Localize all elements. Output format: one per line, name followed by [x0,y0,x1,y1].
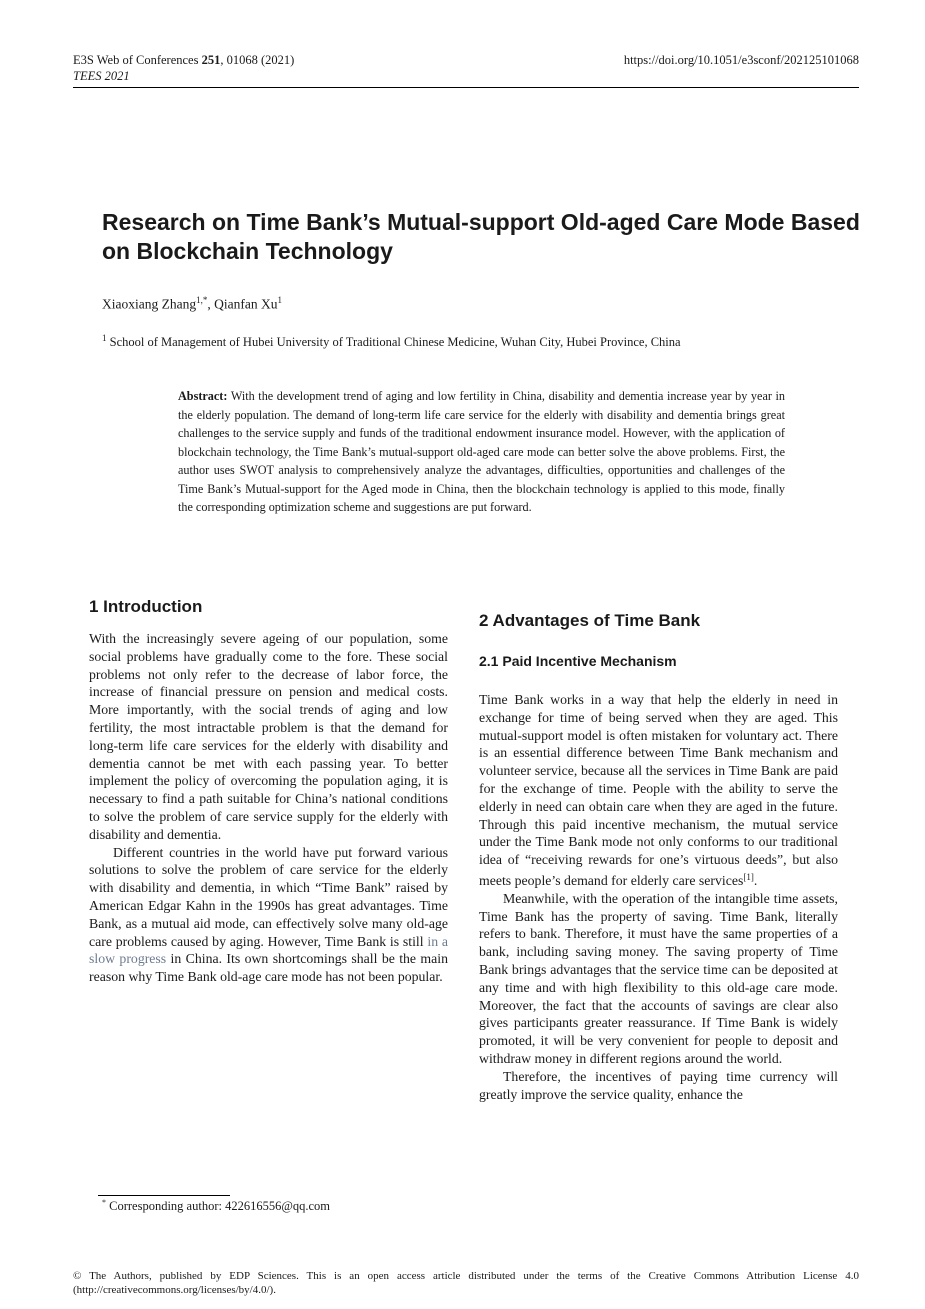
citation-ref-1[interactable]: [1] [743,871,754,882]
right-column [479,610,838,1103]
subsection-heading-paid-incentive: 2.1 Paid Incentive Mechanism [479,653,677,669]
journal-volume: 251 [201,53,221,67]
journal-name: E3S Web of Conferences [73,53,202,67]
inline-link-slow-progress[interactable]: in a slow progress [89,933,448,967]
running-header-left [73,52,294,84]
footnote-divider [98,1195,230,1196]
advantages-paragraph-2: Meanwhile, with the operation of the intangible time assets, Time Bank has the property of saving. Time Bank, literally refers to bank. Therefore, it must have the same properties of a bank, including saving money. The saving property of Time Bank brings advantages that the service time can be deposited at any time and with high flexibility to this old-age care mode. Moreover, the fact that the accounts of savings are clear also gives participants greater reassurance. If Time Bank is widely promoted, it will be very convenient for people to deposit and withdraw money in different regions around the world. [479,890,838,1066]
header-divider [73,87,859,88]
left-column [89,596,448,986]
intro-paragraph-1: With the increasingly severe ageing of our population, some social problems have gradually come to the fore. These social problems not only refer to the decrease of labor force, the increase of financial pressure on pension and medical costs. More importantly, with the social trends of aging and low fertility, the most intractable problem is that the demand for long-term life care services for the elderly with disability and dementia cannot be met with each passing year. To better implement the policy of overcoming the population aging, it is necessary to find a path suitable for China’s national conditions to solve the problem of care service supply for the elderly with disability and dementia. [89,631,448,842]
author-name: Qianfan Xu [214,296,278,312]
journal-citation [73,52,294,68]
abstract-text: With the development trend of aging and low fertility in China, disability and dementia increase year by year in the elderly population. The demand of long-term life care service for the elderly with disability and dementia brings great challenges to the service supply and funds of the traditional endowment insurance model. However, with the application of blockchain technology, the Time Bank’s mutual-support old-aged care mode can better solve the above problems. First, the author uses SWOT analysis to comprehensively analyze the advantages, difficulties, opportunities and challenges of the Time Bank’s Mutual-support for the Aged mode in China, then the blockchain technology is applied to this mode, finally the corresponding optimization scheme and suggestions are put forward. [178,389,785,514]
article-number: , 01068 (2021) [220,53,295,67]
footnote-mark: * [102,1198,106,1207]
doi-link[interactable]: https://doi.org/10.1051/e3sconf/202125101068 [623,53,859,67]
author-name: Xiaoxiang Zhang [102,296,197,312]
affiliation [102,333,681,350]
advantages-paragraph-1-text: Time Bank works in a way that help the elderly in need in exchange for time of being served when they are aged. This mutual-support model is often mistaken for voluntary act. There is an essential difference between Time Bank mechanism and volunteer service, because all the services in Time Bank are paid for the exchange of time. People with the ability to serve the elderly in need can obtain care when they are aged in the future. Through this paid incentive mechanism, the mutual service under the Time Bank mode not only conforms to our traditional idea of “receiving rewards for one’s virtuous deeds”, but also meets people’s demand for elderly care services [479,692,838,888]
intro-paragraph-2-text: Different countries in the world have put forward various solutions to solve the problem of care service for the elderly with disability and dementia, in which “Time Bank” raised by American Edgar Kahn in the 1990s has great advantages. Time Bank, as a mutual aid mode, can effectively solve many old-age care problems caused by aging. However, Time Bank is still [89,844,448,949]
intro-paragraph-2-text-end: in China. Its own shortcomings shall be the main reason why Time Bank old-age care mode has not been popular. [89,951,449,985]
footnote [102,1198,330,1214]
sentence-end: . [753,872,758,888]
corresponding-author-text: Corresponding author: 422616556@qq.com [106,1199,330,1214]
intro-paragraph-2 [89,844,448,986]
author-list [102,295,282,313]
advantages-paragraph-3: Therefore, the incentives of paying time currency will greatly improve the service quality, enhance the [479,1068,838,1102]
paper-title: Research on Time Bank’s Mutual-support Old-aged Care Mode Based on Blockchain Technology [102,209,860,264]
author-affiliation-mark: 1 [277,295,282,305]
author-separator: , [207,296,215,312]
abstract [178,387,785,517]
advantages-paragraph-1 [479,691,838,890]
license-notice: © The Authors, published by EDP Sciences. This is an open access article distributed under the terms of the Creative Commons Attribution License 4.0 (http://creativecommons.org/licenses/by/4.0/). [73,1270,859,1296]
section-heading-advantages: 2 Advantages of Time Bank [479,611,701,630]
section-heading-introduction: 1 Introduction [89,597,203,616]
abstract-label: Abstract: [178,389,228,403]
author-affiliation-mark: 1,* [196,295,208,305]
affiliation-text: School of Management of Hubei University of Traditional Chinese Medicine, Wuhan City, Hubei Province, China [109,335,681,350]
conference-name: TEES 2021 [73,69,130,83]
affiliation-mark: 1 [102,333,107,343]
